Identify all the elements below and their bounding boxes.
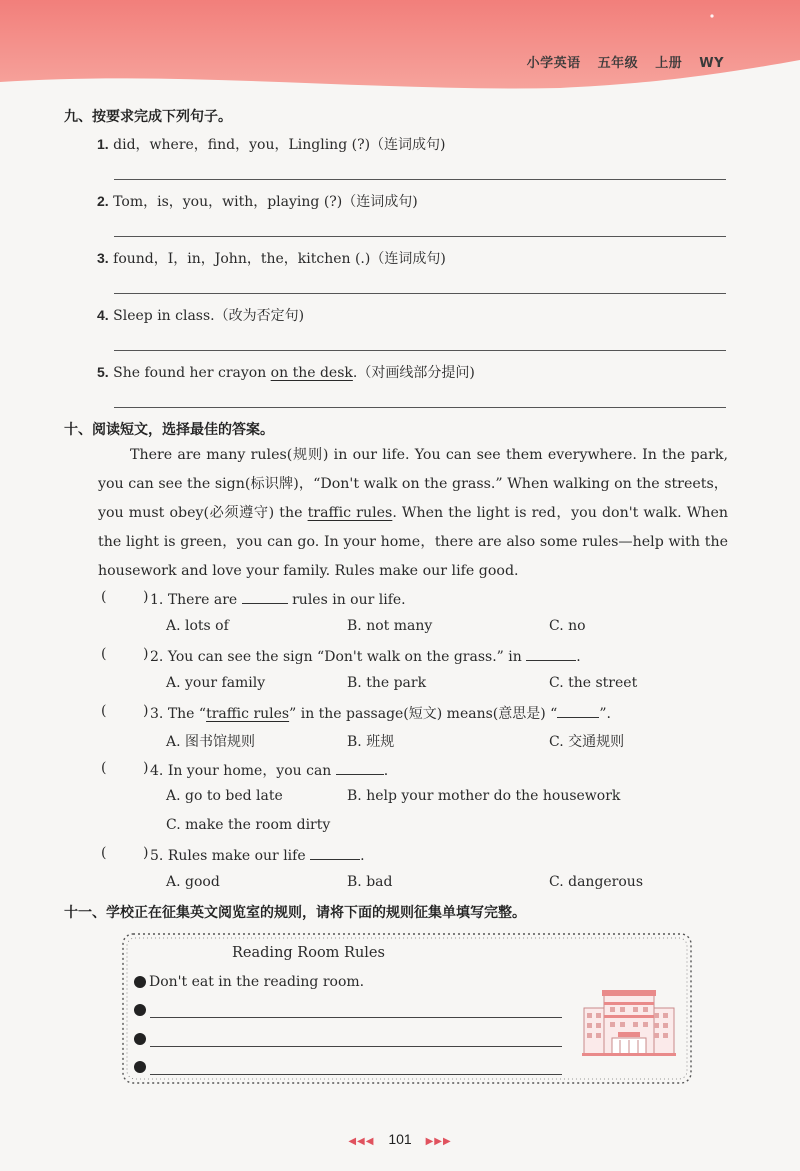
- s10-q1-blank[interactable]: [242, 589, 288, 604]
- s10-q3-option-b: B. 班规: [347, 734, 395, 750]
- s10-q5-option-c: C. dangerous: [549, 874, 644, 890]
- s9-q3-text: found，I，in，John，the，kitchen (.)（连词成句): [113, 251, 446, 267]
- s9-q2-number: 2.: [97, 193, 109, 209]
- header-grade: 五年级: [597, 56, 639, 71]
- header-edition: WY: [699, 56, 724, 71]
- page-footer: [0, 1131, 800, 1147]
- s10-q3-before: The “: [167, 706, 207, 722]
- s10-q1: [150, 589, 406, 610]
- rule-1-text: Don't eat in the reading room.: [149, 974, 365, 990]
- s10-q3-end: ”.: [599, 706, 611, 722]
- s9-q3-number: 3.: [97, 250, 109, 266]
- s10-q4-option-a: A. go to bed late: [166, 788, 283, 804]
- s9-q5-before: She found her crayon: [113, 365, 271, 381]
- answer-paren-1-open[interactable]: (: [101, 589, 107, 605]
- s9-q4-number: 4.: [97, 307, 109, 323]
- s10-q3-option-c: C. 交通规则: [549, 734, 625, 750]
- library-building-icon: [582, 988, 676, 1056]
- passage-before: There are many rules(规则) in our life. You can see them everywhere. In the park, you can see the sign(标识牌)，“Don't walk on the grass.” When walking on the streets，you must obey(必须遵守) the: [98, 447, 728, 521]
- footer-left-arrows-icon: ◀◀◀: [348, 1136, 375, 1147]
- answer-line-5[interactable]: [114, 407, 726, 408]
- answer-paren-2-open[interactable]: (: [101, 646, 107, 662]
- s10-q3-num: 3.: [150, 706, 164, 722]
- s10-q4-option-b: B. help your mother do the housework: [347, 788, 621, 804]
- s10-q2-num: 2.: [150, 649, 164, 665]
- answer-paren-5-close: ): [143, 845, 149, 861]
- s10-q1-option-c: C. no: [549, 618, 586, 634]
- bullet-2: [134, 1004, 146, 1016]
- s10-q3-option-a: A. 图书馆规则: [166, 734, 256, 750]
- s10-q5-after: .: [360, 848, 365, 864]
- s10-q2-blank[interactable]: [526, 646, 576, 661]
- s10-q1-before: There are: [167, 592, 242, 608]
- answer-paren-3-open[interactable]: (: [101, 703, 107, 719]
- s10-q5-num: 5.: [150, 848, 164, 864]
- bullet-4: [134, 1061, 146, 1073]
- rule-3-line[interactable]: [150, 1046, 562, 1047]
- answer-line-4[interactable]: [114, 350, 726, 351]
- s9-question-1: [97, 134, 446, 155]
- s9-q5-underlined: on the desk: [270, 365, 353, 381]
- s9-question-3: [97, 248, 446, 269]
- rules-form-title: Reading Room Rules: [232, 945, 385, 961]
- rule-4-line[interactable]: [150, 1074, 562, 1075]
- bullet-3: [134, 1033, 146, 1045]
- answer-paren-2-close: ): [143, 646, 149, 662]
- s10-q4-after: .: [383, 763, 389, 779]
- s10-q5-option-b: B. bad: [347, 874, 393, 890]
- s9-question-2: [97, 191, 418, 212]
- s10-q5: [150, 845, 365, 866]
- s9-q1-number: 1.: [97, 136, 109, 152]
- s10-q2: [150, 646, 581, 667]
- s10-q2-after: .: [576, 649, 581, 665]
- s10-q4-num: 4.: [150, 763, 164, 779]
- answer-line-1[interactable]: [114, 179, 726, 180]
- s9-q5-number: 5.: [97, 364, 109, 380]
- s10-q1-num: 1.: [150, 592, 164, 608]
- s10-q5-before: Rules make our life: [167, 848, 311, 864]
- s10-q1-option-b: B. not many: [347, 618, 433, 634]
- s9-q2-text: Tom，is，you，with，playing (?)（连词成句): [113, 194, 418, 210]
- s10-q1-option-a: A. lots of: [166, 618, 229, 634]
- s9-q1-text: did，where，find，you，Lingling (?)（连词成句): [113, 137, 446, 153]
- s9-question-5: [97, 362, 475, 383]
- s10-q4-before: In your home，you can: [167, 763, 336, 779]
- s10-q3: [150, 703, 611, 724]
- s9-q4-text: Sleep in class.（改为否定句): [113, 308, 305, 324]
- s10-q3-after: ” in the passage(短文) means(意思是) “: [289, 706, 558, 722]
- section9-title: 九、按要求完成下列句子。: [64, 109, 232, 125]
- s10-q4-option-c: C. make the room dirty: [166, 817, 331, 833]
- s10-q2-before: You can see the sign “Don't walk on the grass.” in: [167, 649, 527, 665]
- answer-line-3[interactable]: [114, 293, 726, 294]
- s10-q3-blank[interactable]: [557, 703, 599, 718]
- header-band: [0, 0, 800, 95]
- s10-q5-blank[interactable]: [310, 845, 360, 860]
- s10-q4-blank[interactable]: [336, 760, 384, 775]
- section10-title: 十、阅读短文，选择最佳的答案。: [64, 422, 274, 438]
- header-volume: 上册: [655, 56, 683, 71]
- s10-q2-option-b: B. the park: [347, 675, 427, 691]
- answer-paren-4-close: ): [143, 760, 149, 776]
- passage-after: . When the light is red，you don't walk. When the light is green，you can go. In your home，there are also some rules—help with the housework and love your family. Rules make our life good.: [98, 505, 728, 579]
- s9-q5-after: .（对画线部分提问): [352, 365, 475, 381]
- s10-q1-after: rules in our life.: [287, 592, 406, 608]
- footer-right-arrows-icon: ▶▶▶: [425, 1136, 452, 1147]
- page-number: 101: [388, 1131, 412, 1147]
- answer-line-2[interactable]: [114, 236, 726, 237]
- header-subject: 小学英语: [526, 56, 581, 71]
- s10-q4: [150, 760, 388, 781]
- header-label: [515, 52, 724, 71]
- answer-paren-1-close: ): [143, 589, 149, 605]
- rule-2-line[interactable]: [150, 1017, 562, 1018]
- s9-question-4: [97, 305, 304, 326]
- section11-title: 十一、学校正在征集英文阅览室的规则，请将下面的规则征集单填写完整。: [64, 905, 526, 921]
- passage-underlined: traffic rules: [307, 505, 393, 521]
- reading-passage: [98, 441, 728, 586]
- s10-q5-option-a: A. good: [166, 874, 220, 890]
- bullet-1: [134, 976, 146, 988]
- s10-q3-underlined: traffic rules: [206, 706, 290, 722]
- s10-q2-option-a: A. your family: [166, 675, 266, 691]
- s10-q2-option-c: C. the street: [549, 675, 638, 691]
- answer-paren-3-close: ): [143, 703, 149, 719]
- answer-paren-4-open[interactable]: (: [101, 760, 107, 776]
- answer-paren-5-open[interactable]: (: [101, 845, 107, 861]
